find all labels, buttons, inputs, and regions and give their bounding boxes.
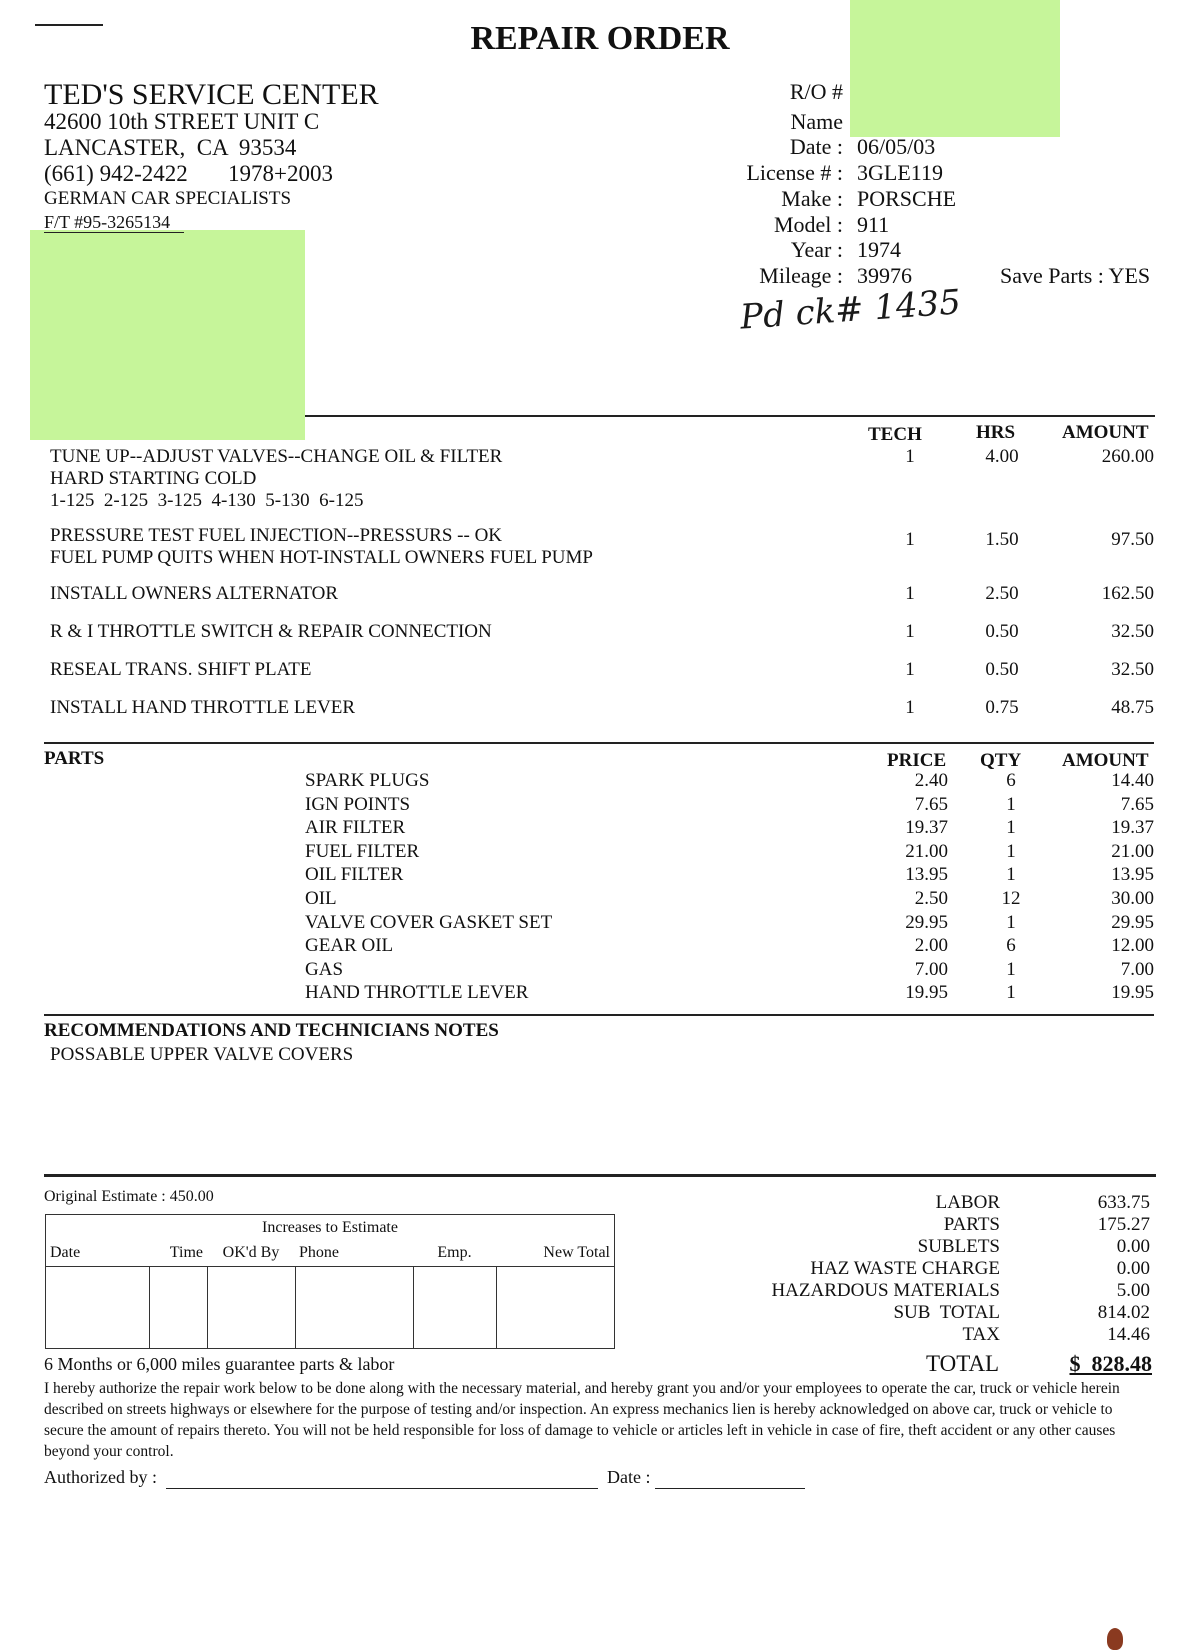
labor-tech: 1 — [905, 659, 915, 680]
make-label: Make : — [781, 186, 843, 211]
labor-tech: 1 — [905, 446, 915, 467]
labor-description: 1-125 2-125 3-125 4-130 5-130 6-125 — [50, 490, 364, 511]
authorization-text: I hereby authorize the repair work below to be done along with the necessary material, and hereby grant you and/or your employees to operate the car, truck or vehicle herein described on streets highways or elsewhere for the purpose of testing and/or inspection. An express mechanics lien is hereby acknowledged on above car, truck or vehicle to secure the amount of repairs thereto. You will not be held responsible for loss of damage to vehicle or articles left in vehicle in case of fire, theft accident or any other causes beyond your control. — [44, 1380, 1120, 1460]
shop-name: TED'S SERVICE CENTER — [44, 78, 379, 111]
totals-top-rule — [44, 1174, 1156, 1177]
part-price: 7.00 — [914, 958, 948, 980]
labor-amount: 32.50 — [1111, 621, 1154, 642]
labor-top-rule — [305, 415, 1155, 417]
authorized-by-line[interactable] — [166, 1488, 598, 1489]
labor-description: INSTALL HAND THROTTLE LEVER — [50, 697, 356, 718]
part-qty: 1 — [1006, 817, 1016, 839]
labor-header-tech: TECH — [868, 424, 922, 445]
original-estimate: Original Estimate : 450.00 — [44, 1188, 214, 1205]
date-label: Date : — [789, 134, 843, 159]
labor-amount: 97.50 — [1111, 529, 1154, 550]
part-amount: 7.00 — [1120, 958, 1154, 980]
total-line-value: 0.00 — [1116, 1236, 1150, 1257]
parts-bottom-rule — [44, 1014, 1154, 1016]
license-value: 3GLE119 — [857, 160, 943, 185]
authorized-by-label: Authorized by : — [44, 1467, 157, 1487]
model-label: Model : — [773, 212, 843, 237]
total-line-label: PARTS — [943, 1214, 1000, 1235]
parts-title: PARTS — [44, 748, 105, 769]
redaction-top-right — [850, 0, 1060, 137]
part-price: 2.00 — [914, 935, 948, 957]
part-amount: 14.40 — [1111, 770, 1154, 791]
labor-description: TUNE UP--ADJUST VALVES--CHANGE OIL & FILTER — [50, 446, 503, 467]
part-price: 19.37 — [905, 817, 948, 839]
labor-hrs: 0.50 — [985, 621, 1019, 642]
total-line-label: HAZARDOUS MATERIALS — [771, 1280, 1000, 1301]
labor-tech: 1 — [905, 529, 915, 550]
total-line-value: 175.27 — [1097, 1214, 1150, 1235]
year-value: 1974 — [857, 237, 901, 262]
year-label: Year : — [790, 237, 843, 262]
increases-title: Increases to Estimate — [46, 1215, 615, 1241]
part-qty: 6 — [1006, 935, 1016, 957]
total-line-value: 5.00 — [1116, 1280, 1150, 1301]
col-time: Time — [149, 1241, 207, 1267]
col-phone: Phone — [295, 1241, 413, 1267]
shop-specialty: GERMAN CAR SPECIALISTS — [44, 188, 292, 209]
part-qty: 1 — [1006, 864, 1016, 886]
labor-header-hrs: HRS — [976, 422, 1016, 443]
part-name: HAND THROTTLE LEVER — [305, 982, 529, 1004]
part-name: SPARK PLUGS — [305, 770, 430, 791]
total-value: $ 828.48 — [1069, 1351, 1152, 1376]
part-name: AIR FILTER — [305, 817, 406, 839]
part-amount: 21.00 — [1111, 840, 1154, 862]
model-value: 911 — [857, 212, 890, 237]
cell-new-total[interactable] — [496, 1267, 615, 1349]
labor-hrs: 4.00 — [985, 446, 1019, 467]
part-name: OIL — [305, 888, 337, 909]
part-name: FUEL FILTER — [305, 840, 420, 862]
notes-text: POSSABLE UPPER VALVE COVERS — [50, 1044, 354, 1065]
labor-description: PRESSURE TEST FUEL INJECTION--PRESSURS -- OK — [50, 525, 503, 546]
total-line-value: 0.00 — [1116, 1258, 1150, 1279]
shop-phone: (661) 942-2422 — [44, 161, 188, 186]
part-amount: 19.95 — [1111, 982, 1154, 1004]
date-sign-line[interactable] — [655, 1488, 805, 1489]
part-price: 7.65 — [914, 793, 948, 815]
part-qty: 12 — [1001, 888, 1021, 909]
total-line-label: HAZ WASTE CHARGE — [810, 1258, 1000, 1279]
part-qty: 1 — [1006, 793, 1016, 815]
col-date: Date — [46, 1241, 150, 1267]
labor-hrs: 0.50 — [985, 659, 1019, 680]
part-amount: 12.00 — [1111, 935, 1154, 957]
total-line-label: SUBLETS — [917, 1236, 1000, 1257]
total-label: TOTAL — [926, 1351, 1000, 1376]
labor-description: FUEL PUMP QUITS WHEN HOT-INSTALL OWNERS FUEL PUMP — [50, 547, 593, 568]
parts-header-amount: AMOUNT — [1062, 750, 1149, 771]
part-name: IGN POINTS — [305, 793, 411, 815]
labor-description: RESEAL TRANS. SHIFT PLATE — [50, 659, 312, 680]
part-price: 2.40 — [914, 770, 948, 791]
cell-date[interactable] — [46, 1267, 150, 1349]
labor-hrs: 1.50 — [985, 529, 1019, 550]
labor-tech: 1 — [905, 697, 915, 718]
labor-amount: 162.50 — [1101, 583, 1154, 604]
labor-amount: 48.75 — [1111, 697, 1154, 718]
part-qty: 1 — [1006, 982, 1016, 1004]
part-name: GAS — [305, 958, 344, 980]
parts-header-qty: QTY — [980, 750, 1022, 771]
total-line-label: SUB TOTAL — [893, 1302, 1000, 1323]
col-new-total: New Total — [496, 1241, 615, 1267]
labor-bottom-rule — [44, 742, 1154, 744]
col-okd-by: OK'd By — [207, 1241, 295, 1267]
shop-years: 1978+2003 — [228, 161, 333, 186]
labor-tech: 1 — [905, 583, 915, 604]
labor-header-amount: AMOUNT — [1062, 422, 1149, 443]
shop-tax-id: F/T #95-3265134 — [44, 212, 171, 232]
page-title: REPAIR ORDER — [470, 20, 730, 57]
increases-entry-row[interactable] — [46, 1267, 615, 1349]
total-line-value: 14.46 — [1107, 1324, 1150, 1345]
cell-phone[interactable] — [295, 1267, 413, 1349]
part-name: VALVE COVER GASKET SET — [305, 911, 553, 933]
part-qty: 1 — [1006, 840, 1016, 862]
part-qty: 1 — [1006, 911, 1016, 933]
mileage-value: 39976 — [857, 263, 912, 288]
mileage-label: Mileage : — [759, 263, 843, 288]
labor-amount: 260.00 — [1101, 446, 1154, 467]
increases-table — [45, 1214, 615, 1349]
labor-description: HARD STARTING COLD — [50, 468, 257, 489]
labor-description: INSTALL OWNERS ALTERNATOR — [50, 583, 339, 604]
part-qty: 1 — [1006, 958, 1016, 980]
part-price: 21.00 — [905, 840, 948, 862]
license-label: License # : — [746, 160, 843, 185]
part-amount: 7.65 — [1120, 793, 1154, 815]
part-amount: 13.95 — [1111, 864, 1154, 886]
name-label: Name — [790, 109, 843, 134]
total-line-value: 814.02 — [1097, 1302, 1150, 1323]
date-value: 06/05/03 — [857, 134, 936, 159]
ro-label: R/O # — [789, 79, 843, 104]
part-price: 13.95 — [905, 864, 948, 886]
total-line-label: TAX — [962, 1324, 1000, 1345]
col-emp: Emp. — [413, 1241, 496, 1267]
total-line-value: 633.75 — [1097, 1192, 1150, 1213]
labor-description: R & I THROTTLE SWITCH & REPAIR CONNECTION — [50, 621, 492, 642]
total-line-label: LABOR — [935, 1192, 1000, 1213]
part-amount: 19.37 — [1111, 817, 1154, 839]
labor-amount: 32.50 — [1111, 659, 1154, 680]
part-name: GEAR OIL — [305, 935, 394, 957]
labor-tech: 1 — [905, 621, 915, 642]
handwritten-note: Pd ck# 1435 — [738, 282, 963, 338]
save-parts: Save Parts : YES — [1000, 263, 1151, 288]
notes-title: RECOMMENDATIONS AND TECHNICIANS NOTES — [44, 1020, 499, 1041]
parts-header-price: PRICE — [887, 750, 947, 771]
guarantee: 6 Months or 6,000 miles guarantee parts & labor — [44, 1354, 395, 1374]
shop-address-1: 42600 10th STREET UNIT C — [44, 109, 320, 134]
cell-emp[interactable] — [413, 1267, 496, 1349]
increases-header-row — [46, 1241, 615, 1267]
redaction-customer — [30, 230, 305, 440]
part-name: OIL FILTER — [305, 864, 404, 886]
part-amount: 29.95 — [1111, 911, 1154, 933]
part-qty: 6 — [1006, 770, 1016, 791]
labor-hrs: 0.75 — [985, 697, 1019, 718]
cell-okd-by[interactable] — [207, 1267, 295, 1349]
part-price: 19.95 — [905, 982, 948, 1004]
part-price: 29.95 — [905, 911, 948, 933]
labor-hrs: 2.50 — [985, 583, 1019, 604]
part-amount: 30.00 — [1111, 888, 1154, 909]
shop-underline — [44, 232, 184, 233]
date-sign-label: Date : — [607, 1467, 651, 1487]
shop-address-2: LANCASTER, CA 93534 — [44, 135, 297, 160]
part-price: 2.50 — [914, 888, 948, 909]
stain-mark — [1107, 1628, 1123, 1650]
cell-time[interactable] — [149, 1267, 207, 1349]
make-value: PORSCHE — [857, 186, 957, 211]
